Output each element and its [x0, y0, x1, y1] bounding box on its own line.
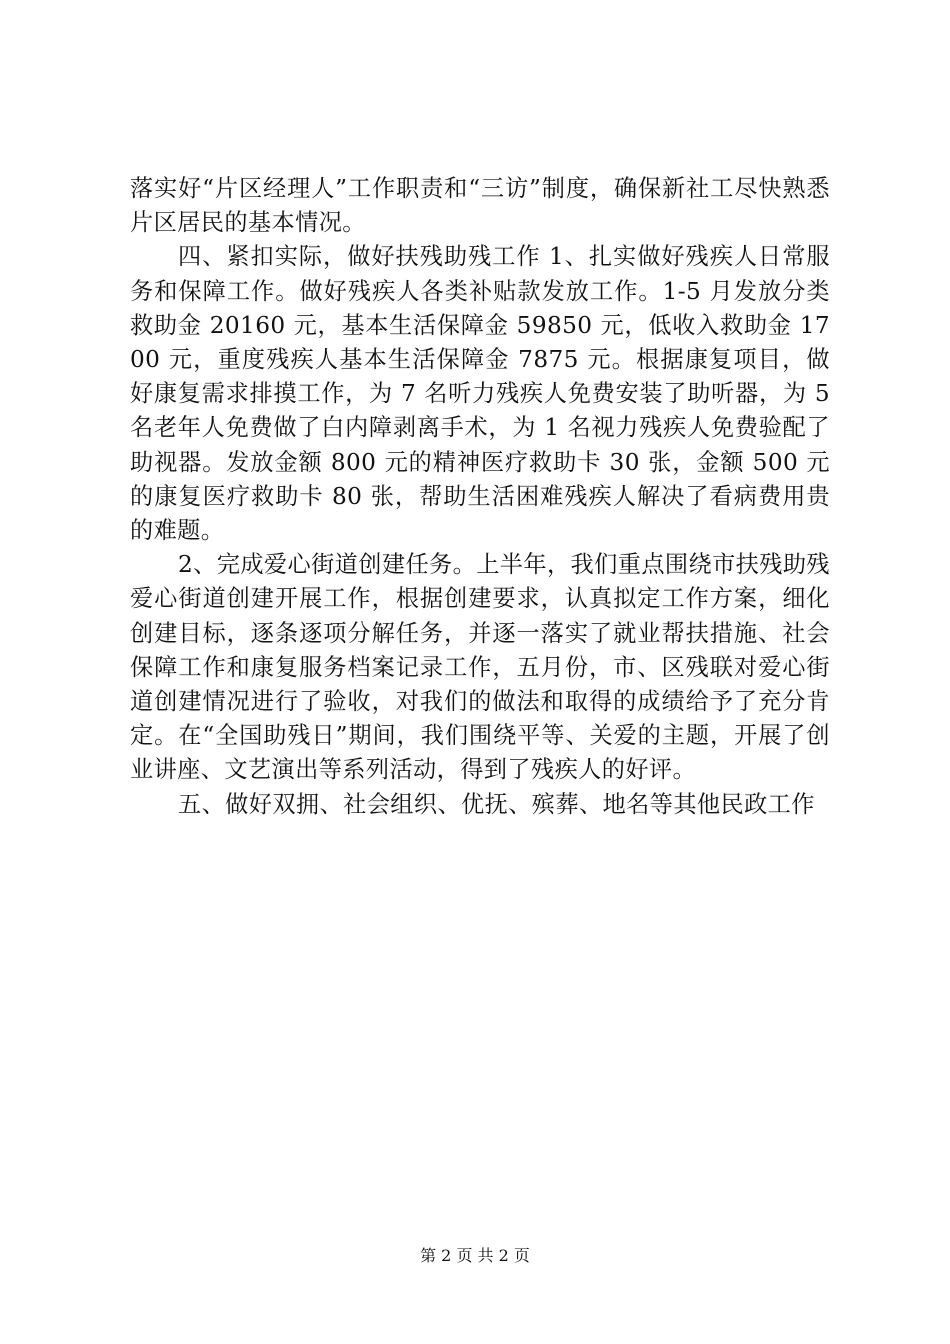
paragraph-4: 五、做好双拥、社会组织、优抚、殡葬、地名等其他民政工作	[178, 790, 815, 818]
paragraph-3: 2、完成爱心街道创建任务。上半年，我们重点围绕市扶残助残爱心街道创建开展工作，根据创建要求，认真拟定工作方案，细化创建目标，逐条逐项分解任务，并逐一落实了就业帮扶措施、社会保障工作和康复服务档案记录工作，五月份，市、区残联对爱心街道创建情况进行了验收，对我们的做法和取得的成绩给予了充分肯定。在“全国助残日”期间，我们围绕平等、关爱的主题，开展了创业讲座、文艺演出等系列活动，得到了残疾人的好评。	[130, 551, 831, 784]
paragraph-2: 四、紧扣实际，做好扶残助残工作 1、扎实做好残疾人日常服务和保障工作。做好残疾人各类补贴款发放工作。1-5 月发放分类救助金 20160 元，基本生活保障金 59850 元，低收入救助金 1700 元，重度残疾人基本生活保障金 7875 元。根据康复项目，做好康复需求排摸工作，为 7 名听力残疾人免费安装了助听器，为 5 名老年人免费做了白内障剥离手术，为 1 名视力残疾人免费验配了助视器。发放金额 800 元的精神医疗救助卡 30 张，金额 500 元的康复医疗救助卡 80 张，帮助生活困难残疾人解决了看病费用贵的难题。	[130, 243, 830, 545]
page-footer: 第 2 页 共 2 页	[420, 1246, 530, 1265]
document-body	[130, 172, 830, 822]
paragraph-1: 落实好“片区经理人”工作职责和“三访”制度，确保新社工尽快熟悉片区居民的基本情况。	[130, 175, 830, 237]
